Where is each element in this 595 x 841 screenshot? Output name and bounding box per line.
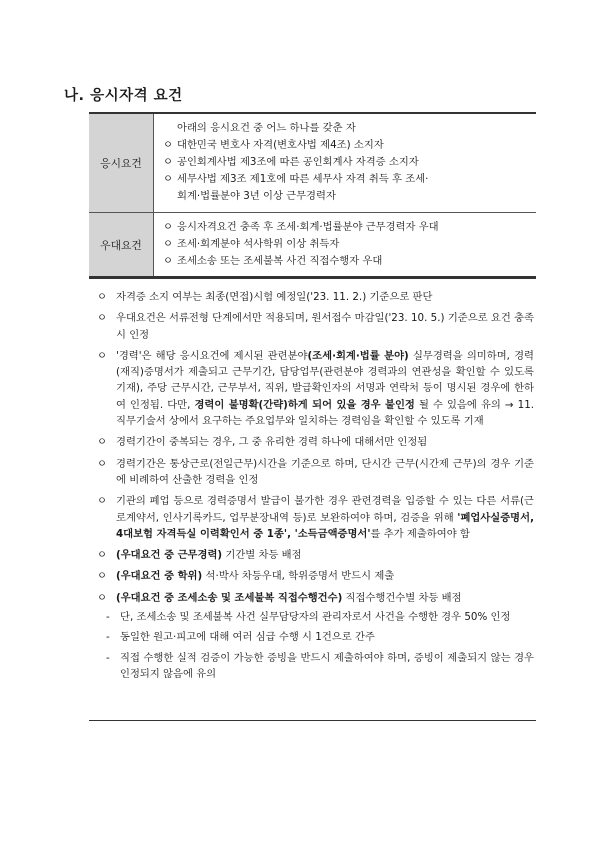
notes-list — [97, 289, 534, 686]
note-item: ㅇ (우대요건 중 근무경력) 기간별 차등 배점 — [97, 549, 302, 562]
note-item: ㅇ 자격증 소지 여부는 최종(면접)시험 예정일('23. 11. 2.) 기준으로 판단 — [97, 291, 433, 303]
list-item: ㅇ 조세소송 또는 조세불복 사건 직접수행자 우대 — [163, 255, 383, 267]
note-item: ㅇ 경력기간이 중복되는 경우, 그 중 유리한 경력 하나에 대해서만 인정됨 — [97, 436, 428, 449]
list-item: ㅇ 대한민국 변호사 자격(변호사법 제4조) 소지자 — [163, 139, 384, 151]
list-item: 회계·법률분야 3년 이상 근무경력자 — [177, 190, 336, 202]
row-header: 응시요건 — [89, 113, 154, 213]
row-content — [154, 213, 537, 279]
note-item: ㅇ (우대요건 중 학위) 석·박사 차등우대, 학위증명서 반드시 제출 — [97, 570, 395, 583]
list-item: ㅇ 응시자격요건 충족 후 조세·회계·법률분야 근무경력자 우대 — [163, 221, 439, 233]
divider — [89, 720, 536, 721]
list-item: 아래의 응시요건 중 어느 하나를 갖춘 자 — [177, 122, 356, 134]
table-row — [89, 113, 536, 213]
note-item: ㅇ 경력기간은 통상근로(전일근무)시간을 기준으로 하며, 단시간 근무(시간제 근무)의 경우 기준에 비례하여 산출한 경력을 인정 — [97, 457, 534, 486]
note-item: ㅇ 기관의 폐업 등으로 경력증명서 발급이 불가한 경우 관련경력을 입증할 수 있는 다른 서류(근로계약서, 인사기록카드, 업무분장내역 등)로 보완하여야 하며, 검증을 위해 '폐업사실증명서, 4대보험 자격득실 이력확인서 중 1종', '소득금액증명서'를 추가 제출하여야 함 — [97, 495, 534, 540]
list-item: ㅇ 공인회계사법 제3조에 따른 공인회계사 자격증 소지자 — [163, 156, 419, 168]
sub-item: - 단, 조세소송 및 조세불복 사건 실무담당자의 관리자로서 사건을 수행한 경우 50% 인정 — [106, 611, 511, 624]
sub-item: - 직접 수행한 실적 검증이 가능한 증빙을 반드시 제출하여야 하며, 증빙이 제출되지 않는 경우 인정되지 않음에 유의 — [106, 651, 534, 680]
sub-item: - 동일한 원고·피고에 대해 여러 심급 수행 시 1건으로 간주 — [106, 631, 375, 644]
section-title: 나. 응시자격 요건 — [64, 88, 183, 104]
list-item: ㅇ 세무사법 제3조 제1호에 따른 세무사 자격 취득 후 조세· — [163, 173, 429, 185]
row-content — [154, 113, 537, 213]
requirements-table — [89, 112, 536, 279]
divider — [89, 276, 536, 278]
table-row — [89, 213, 536, 279]
row-header: 우대요건 — [89, 213, 154, 279]
note-item: ㅇ (우대요건 중 조세소송 및 조세불복 직접수행건수) 직접수행건수별 차등 배점 — [97, 591, 462, 604]
list-item: ㅇ 조세·회계분야 석사학위 이상 취득자 — [163, 238, 340, 250]
note-item: ㅇ 우대요건은 서류전형 단계에서만 적용되며, 원서접수 마감일('23. 10. 5.) 기준으로 요건 충족 시 인정 — [97, 312, 534, 341]
note-item: ㅇ '경력'은 해당 응시요건에 제시된 관련분야(조세·회계·법률 분야) 실무경력을 의미하며, 경력(재직)증명서가 제출되고 근무기간, 담당업무(관련분야 경력과의 연관성을 확인할 수 있도록 기재), 주당 근무시간, 근무부서, 직위, 발급확인자의 서명과 연락처 등이 명시된 경우에 한하여 인정됨. 다만, 경력이 불명확(간략)하게 되어 있을 경우 불인정 될 수 있음에 유의 → 11. 직무기술서 상에서 요구하는 주요업무와 일치하는 경력임을 확인할 수 있도록 기재 — [97, 349, 535, 428]
